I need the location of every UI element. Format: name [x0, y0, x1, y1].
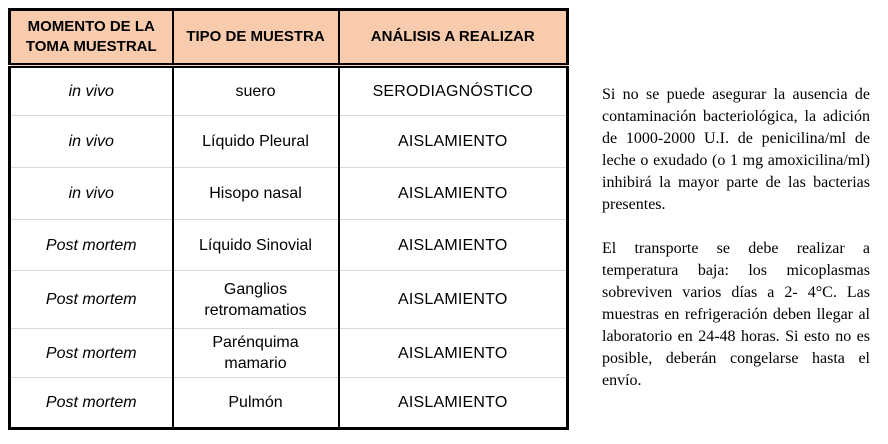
cell-analisis: SERODIAGNÓSTICO: [339, 66, 568, 116]
info-text-block: [602, 84, 870, 392]
table-row: [10, 66, 568, 116]
table-row: [10, 329, 568, 378]
cell-momento: Post mortem: [10, 220, 173, 271]
cell-analisis: AISLAMIENTO: [339, 220, 568, 271]
table-row: [10, 271, 568, 329]
cell-tipo: Hisopo nasal: [173, 168, 339, 220]
cell-tipo: Ganglios retromamatios: [173, 271, 339, 329]
cell-tipo: Líquido Pleural: [173, 116, 339, 168]
cell-momento: in vivo: [10, 66, 173, 116]
cell-analisis: AISLAMIENTO: [339, 378, 568, 429]
cell-tipo: suero: [173, 66, 339, 116]
cell-momento: Post mortem: [10, 329, 173, 378]
header-momento-toma-muestral: MOMENTO DE LA TOMA MUESTRAL: [10, 10, 173, 66]
cell-tipo: Líquido Sinovial: [173, 220, 339, 271]
table-header-row: [10, 10, 568, 66]
cell-analisis: AISLAMIENTO: [339, 168, 568, 220]
cell-momento: Post mortem: [10, 271, 173, 329]
cell-tipo: Pulmón: [173, 378, 339, 429]
info-paragraph-1: Si no se puede asegurar la ausencia de contaminación bacteriológica, la adición de 1000-2000 U.I. de penicilina/ml de leche o exudado (o 1 mg amoxicilina/ml) inhibirá la mayor parte de las bacterias presentes.: [602, 86, 870, 213]
info-paragraph-2: El transporte se debe realizar a temperatura baja: los micoplasmas sobreviven varios días a 2- 4°C. Las muestras en refrigeración deben llegar al laboratorio en 24-48 horas. Si esto no es posible, deberán congelarse hasta el envío.: [602, 240, 870, 389]
cell-momento: in vivo: [10, 168, 173, 220]
cell-momento: in vivo: [10, 116, 173, 168]
header-tipo-de-muestra: TIPO DE MUESTRA: [173, 10, 339, 66]
table-row: [10, 220, 568, 271]
cell-analisis: AISLAMIENTO: [339, 116, 568, 168]
cell-analisis: AISLAMIENTO: [339, 271, 568, 329]
header-analisis-a-realizar: ANÁLISIS A REALIZAR: [339, 10, 568, 66]
table-row: [10, 378, 568, 429]
table-row: [10, 116, 568, 168]
table-row: [10, 168, 568, 220]
cell-analisis: AISLAMIENTO: [339, 329, 568, 378]
cell-momento: Post mortem: [10, 378, 173, 429]
sample-table: [8, 8, 569, 430]
cell-tipo: Parénquima mamario: [173, 329, 339, 378]
